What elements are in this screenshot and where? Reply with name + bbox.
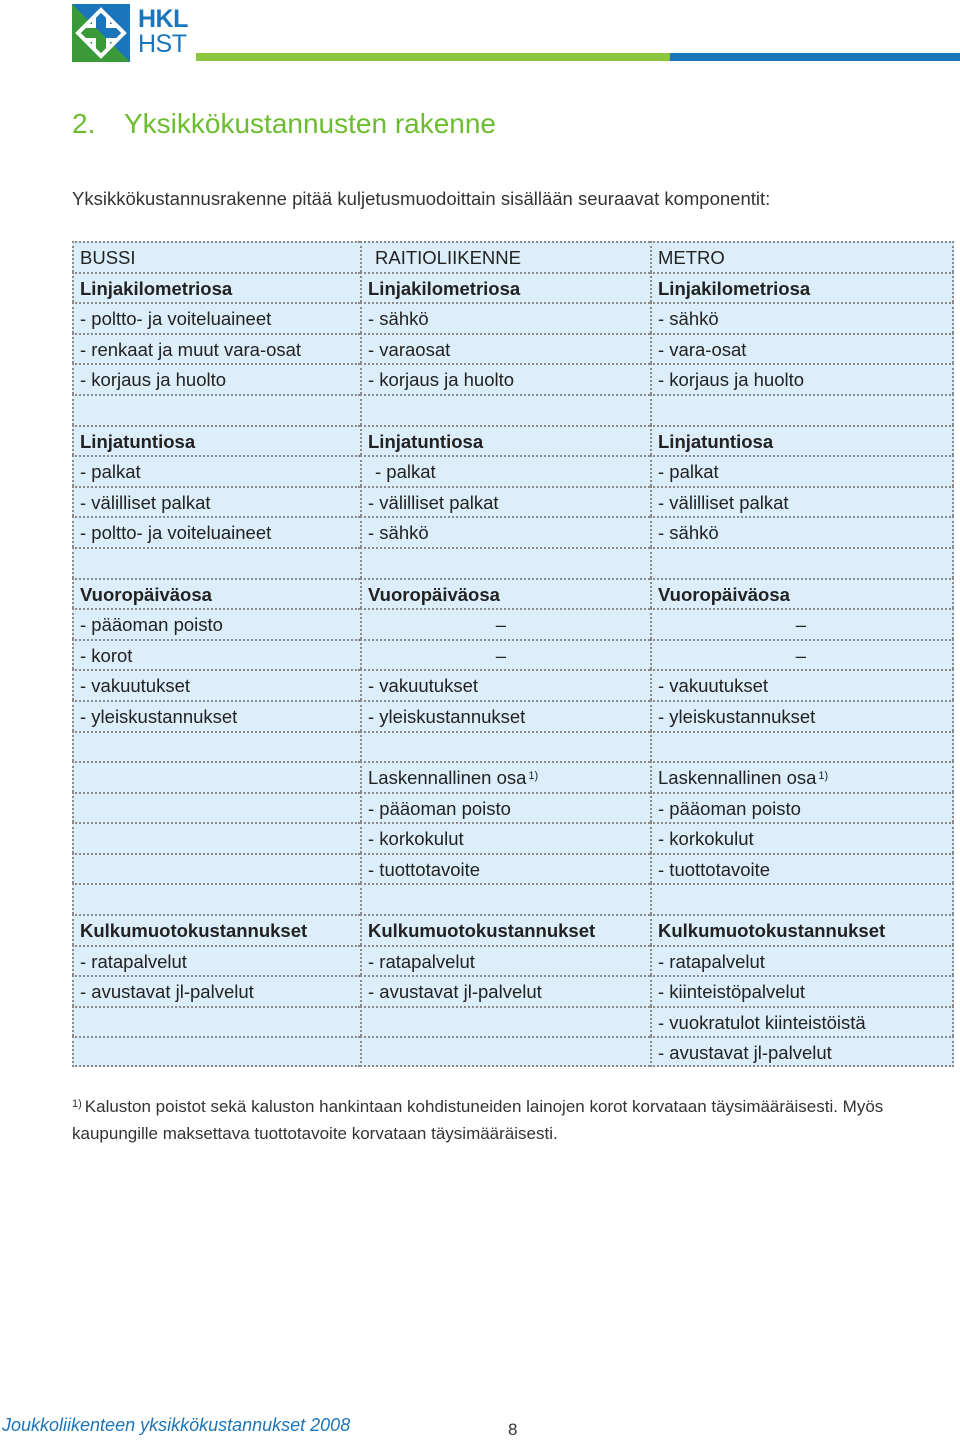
- table-cell-text: - korjaus ja huolto: [658, 369, 805, 391]
- table-cell: [72, 853, 360, 884]
- table-cell: [360, 761, 650, 792]
- table-cell-text: - korjaus ja huolto: [80, 369, 227, 391]
- table-cell: [72, 822, 360, 853]
- table-row: [72, 822, 954, 853]
- table-cell: [650, 272, 954, 303]
- table-cell-text: - renkaat ja muut vara-osat: [80, 338, 302, 360]
- table-row: [72, 578, 954, 609]
- table-row: [72, 853, 954, 884]
- table-cell-text: Linjakilometriosa: [368, 277, 521, 299]
- table-cell: [650, 639, 954, 670]
- table-cell: [360, 578, 650, 609]
- table-row: [72, 700, 954, 731]
- table-cell-text: - palkat: [80, 461, 141, 483]
- table-cell-text: –: [495, 614, 506, 636]
- table-cell: [72, 761, 360, 792]
- table-cell-text: Laskennallinen osa: [368, 767, 527, 789]
- table-cell: [650, 455, 954, 486]
- table-cell: [360, 425, 650, 456]
- hkl-logo-mark-icon: [72, 4, 130, 62]
- table-cell: [72, 975, 360, 1006]
- table-cell-text: - pääoman poisto: [80, 614, 223, 636]
- table-row: [72, 914, 954, 945]
- table-cell: [650, 241, 954, 272]
- table-cell-text: –: [795, 614, 806, 636]
- table-cell-text: - yleiskustannukset: [658, 705, 816, 727]
- table-cell-text: - pääoman poisto: [658, 797, 801, 819]
- table-cell-text: - sähkö: [658, 522, 719, 544]
- table-cell: [360, 455, 650, 486]
- table-cell: [650, 822, 954, 853]
- table-cell-text: - tuottotavoite: [368, 858, 481, 880]
- table-row: [72, 272, 954, 303]
- table-cell: [650, 761, 954, 792]
- table-cell: [650, 792, 954, 823]
- table-cell-text: - sähkö: [658, 308, 719, 330]
- table-cell: [72, 578, 360, 609]
- logo-line-hst: HST: [138, 30, 187, 58]
- table-row: [72, 883, 954, 914]
- table-row: [72, 516, 954, 547]
- table-cell: [72, 700, 360, 731]
- table-cell: [360, 333, 650, 364]
- table-cell-text: - vakuutukset: [368, 675, 479, 697]
- table-cell: [360, 669, 650, 700]
- table-cell: [650, 302, 954, 333]
- table-cell-text: - ratapalvelut: [368, 950, 475, 972]
- footnote-marker: 1): [72, 1098, 82, 1110]
- table-cell-text: - välilliset palkat: [368, 491, 499, 513]
- table-cell-text: BUSSI: [80, 247, 136, 268]
- table-cell-text: - pääoman poisto: [368, 797, 511, 819]
- table-cell: [360, 945, 650, 976]
- table-cell: [650, 363, 954, 394]
- table-cell: [72, 272, 360, 303]
- table-cell: [72, 547, 360, 578]
- table-cell-text: Kulkumuotokustannukset: [658, 920, 886, 942]
- table-row: [72, 761, 954, 792]
- table-cell: [360, 547, 650, 578]
- table-row: [72, 547, 954, 578]
- table-cell-text: - kiinteistöpalvelut: [658, 981, 806, 1003]
- table-cell: [360, 1036, 650, 1067]
- table-cell-text: Linjatuntiosa: [80, 430, 196, 452]
- table-row: [72, 394, 954, 425]
- header-bar-blue: [670, 53, 960, 61]
- table-cell-text: - korkokulut: [368, 828, 464, 850]
- table-cell-text: –: [495, 644, 506, 666]
- table-row: [72, 1036, 954, 1067]
- table-cell: [360, 241, 650, 272]
- table-cell-text: - sähkö: [368, 522, 429, 544]
- table-row: [72, 241, 954, 272]
- table-cell-text: Vuoropäiväosa: [368, 583, 500, 605]
- table-cell-text: RAITIOLIIKENNE: [375, 247, 521, 268]
- table-cell-text: Kulkumuotokustannukset: [80, 920, 308, 942]
- table-cell: [360, 853, 650, 884]
- header-bar-green: [196, 53, 670, 61]
- table-cell-text: - tuottotavoite: [658, 858, 771, 880]
- table-cell-text: - vuokratulot kiinteistöistä: [658, 1011, 866, 1033]
- table-cell-text: - ratapalvelut: [658, 950, 765, 972]
- table-row: [72, 455, 954, 486]
- table-cell-text: - yleiskustannukset: [80, 705, 238, 727]
- table-cell: [360, 363, 650, 394]
- table-cell: [72, 516, 360, 547]
- table-cell-text: Vuoropäiväosa: [80, 583, 212, 605]
- table-cell-text: Kulkumuotokustannukset: [368, 920, 596, 942]
- table-cell-text: Vuoropäiväosa: [658, 583, 790, 605]
- footnote-ref: 1): [818, 770, 829, 783]
- table-cell: [72, 363, 360, 394]
- section-title: Yksikkökustannusten rakenne: [124, 108, 496, 139]
- table-cell-text: - avustavat jl-palvelut: [80, 981, 254, 1003]
- table-cell: [650, 578, 954, 609]
- logo-line-hkl: HKL: [138, 5, 188, 33]
- table-cell: [650, 883, 954, 914]
- table-row: [72, 792, 954, 823]
- table-cell: [650, 853, 954, 884]
- table-row: [72, 731, 954, 762]
- table-cell: [72, 302, 360, 333]
- footnote-text: Kaluston poistot sekä kaluston hankintaan kohdistuneiden lainojen korot korvataan täysimääräisesti. Myös kaupungille maksettava tuottotavoite korvataan täysimääräisesti.: [72, 1097, 884, 1143]
- table-cell: [650, 547, 954, 578]
- table-cell-text: - palkat: [375, 461, 436, 483]
- footnote: [72, 1093, 960, 1147]
- table-cell: [72, 639, 360, 670]
- table-row: [72, 486, 954, 517]
- table-cell: [72, 425, 360, 456]
- section-number: 2.: [72, 108, 96, 139]
- table-cell: [360, 608, 650, 639]
- footnote-ref: 1): [528, 770, 539, 783]
- hkl-logo-text: [138, 7, 188, 57]
- table-cell: [72, 1006, 360, 1037]
- table-cell: [360, 883, 650, 914]
- table-cell: [650, 333, 954, 364]
- section-heading: [72, 108, 496, 140]
- table-cell-text: Linjakilometriosa: [80, 277, 233, 299]
- table-cell: [360, 1006, 650, 1037]
- table-cell: [72, 455, 360, 486]
- table-cell: [360, 639, 650, 670]
- table-cell: [360, 975, 650, 1006]
- table-cell: [72, 669, 360, 700]
- cost-structure-table: [72, 241, 954, 1067]
- table-cell: [72, 731, 360, 762]
- table-cell: [360, 302, 650, 333]
- table-cell: [650, 700, 954, 731]
- table-cell-text: - vara-osat: [658, 338, 747, 360]
- table-cell-text: - yleiskustannukset: [368, 705, 526, 727]
- table-row: [72, 945, 954, 976]
- table-cell-text: Linjatuntiosa: [368, 430, 484, 452]
- table-cell: [360, 792, 650, 823]
- table-cell: [650, 945, 954, 976]
- table-cell-text: - sähkö: [368, 308, 429, 330]
- table-cell: [72, 945, 360, 976]
- table-cell-text: METRO: [658, 247, 725, 268]
- table-cell-text: - korot: [80, 644, 133, 666]
- table-cell: [650, 608, 954, 639]
- table-cell-text: - palkat: [658, 461, 719, 483]
- table-cell: [360, 516, 650, 547]
- table-cell: [360, 486, 650, 517]
- table-cell-text: - korjaus ja huolto: [368, 369, 515, 391]
- table-cell-text: - poltto- ja voiteluaineet: [80, 522, 272, 544]
- table-cell: [72, 333, 360, 364]
- table-cell: [650, 975, 954, 1006]
- table-cell: [360, 822, 650, 853]
- table-row: [72, 425, 954, 456]
- table-cell-text: - välilliset palkat: [658, 491, 789, 513]
- table-cell-text: - avustavat jl-palvelut: [658, 1042, 832, 1064]
- table-cell: [72, 914, 360, 945]
- table-cell-text: Linjatuntiosa: [658, 430, 774, 452]
- table-cell: [72, 486, 360, 517]
- table-cell: [650, 669, 954, 700]
- table-cell: [72, 792, 360, 823]
- table-cell: [360, 700, 650, 731]
- intro-text: Yksikkökustannusrakenne pitää kuljetusmuodoittain sisällään seuraavat komponentit:: [72, 188, 771, 209]
- table-cell: [650, 486, 954, 517]
- table-cell: [650, 1006, 954, 1037]
- table-row: [72, 669, 954, 700]
- table-cell: [72, 883, 360, 914]
- table-cell: [650, 425, 954, 456]
- table-cell: [72, 241, 360, 272]
- table-row: [72, 302, 954, 333]
- table-row: [72, 975, 954, 1006]
- table-cell: [650, 1036, 954, 1067]
- hkl-logo: [72, 4, 196, 62]
- table-cell: [360, 272, 650, 303]
- table-cell: [72, 608, 360, 639]
- table-row: [72, 333, 954, 364]
- table-cell: [360, 914, 650, 945]
- table-cell: [72, 1036, 360, 1067]
- table-cell-text: Linjakilometriosa: [658, 277, 811, 299]
- table-cell-text: –: [795, 644, 806, 666]
- table-cell: [360, 394, 650, 425]
- table-cell: [650, 914, 954, 945]
- table-cell: [72, 394, 360, 425]
- table-row: [72, 1006, 954, 1037]
- page-number: 8: [508, 1420, 518, 1439]
- table-row: [72, 363, 954, 394]
- table-row: [72, 639, 954, 670]
- table-cell: [360, 731, 650, 762]
- table-cell-text: - korkokulut: [658, 828, 754, 850]
- table-cell-text: - välilliset palkat: [80, 491, 211, 513]
- table-cell: [650, 394, 954, 425]
- table-cell-text: - poltto- ja voiteluaineet: [80, 308, 272, 330]
- table-cell-text: - avustavat jl-palvelut: [368, 981, 542, 1003]
- table-cell: [650, 731, 954, 762]
- table-cell-text: - ratapalvelut: [80, 950, 187, 972]
- table-cell-text: - varaosat: [368, 338, 451, 360]
- table-cell-text: Laskennallinen osa: [658, 767, 817, 789]
- table-cell-text: - vakuutukset: [80, 675, 191, 697]
- footer-title: Joukkoliikenteen yksikkökustannukset 2008: [2, 1415, 351, 1435]
- table-cell: [650, 516, 954, 547]
- table-row: [72, 608, 954, 639]
- table-cell-text: - vakuutukset: [658, 675, 769, 697]
